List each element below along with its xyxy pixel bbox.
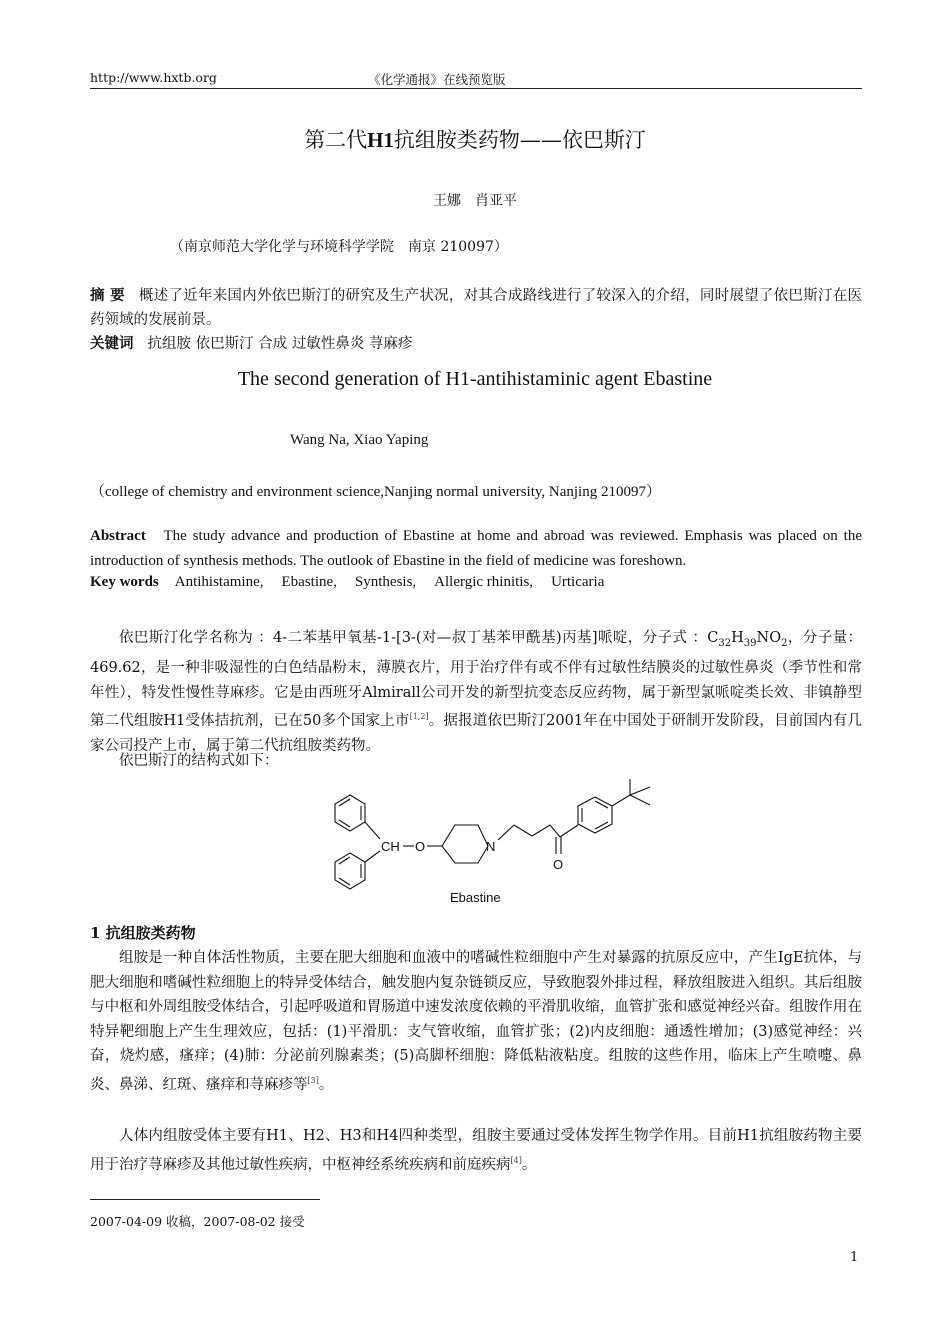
authors: 王娜 肖亚平	[433, 193, 517, 209]
abstract-cn-text: 概述了近年来国内外依巴斯汀的研究及生产状况，对其合成路线进行了较深入的介绍，同时展望了依巴斯汀在医药领域的发展前景。	[90, 288, 862, 328]
english-abstract	[90, 524, 862, 574]
english-abstract-label: Abstract	[90, 528, 146, 544]
title-bold: H1	[367, 128, 394, 152]
english-keywords	[90, 574, 622, 591]
phenyl-ring-top	[335, 795, 365, 831]
footnote-rule	[90, 1199, 320, 1200]
section1-paragraph-2: 人体内组胺受体主要有H1、H2、H3和H4四种类型，组胺主要通过受体发挥生物学作用。目前H1抗组胺药物主要用于治疗荨麻疹及其他过敏性疾病，中枢神经系统疾病和前庭疾病[4]。	[90, 1128, 862, 1173]
section1-paragraph-1: 组胺是一种自体活性物质，主要在肥大细胞和血液中的嗜碱性粒细胞中产生对暴露的抗原反应中，产生IgE抗体，与肥大细胞和嗜碱性粒细胞上的特异受体结合，触发胞内复杂链锁反应，导致胞裂外排过程，释放组胺进入组织。其后组胺与中枢和外周组胺受体结合，引起呼吸道和胃肠道中速发浓度依赖的平滑肌收缩，血管扩张和感觉神经兴奋。组胺作用在特异靶细胞上产生生理效应，包括：(1)平滑肌：支气管收缩，血管扩张；(2)内皮细胞：通透性增加；(3)感觉神经：兴奋，烧灼感，瘙痒；(4)肺：分泌前列腺素类；(5)高脚杯细胞：降低粘液粘度。组胺的这些作用，临床上产生喷嚏、鼻炎、鼻涕、红斑、瘙痒和荨麻疹等[3]。	[90, 950, 862, 1093]
ch-label: CH	[381, 839, 400, 854]
intro-structure-lead: 依巴斯汀的结构式如下：	[119, 753, 279, 769]
keyword-item: Urticaria	[551, 574, 605, 590]
carbonyl-o-label: O	[553, 857, 564, 872]
citation: [3]	[307, 1075, 319, 1085]
citation: [4]	[510, 1155, 522, 1165]
keyword-item: Synthesis,	[354, 574, 417, 590]
english-title: The second generation of H1-antihistaminic agent Ebastine	[237, 368, 713, 390]
title-suffix: 抗组胺类药物——依巴斯汀	[393, 128, 646, 152]
phenyl-ring-para	[578, 797, 612, 833]
english-keywords-label: Key words	[90, 574, 159, 590]
english-abstract-text: The study advance and production of Ebastine at home and abroad was reviewed. Emphasis was placed on the introduction of synthesis methods. The outlook of Ebastine in the field of medicine was foreshown.	[90, 528, 863, 569]
keyword-item: Ebastine,	[281, 574, 337, 590]
keywords-cn	[90, 332, 862, 356]
ether-o-label: O	[415, 839, 426, 854]
header-rule	[90, 88, 862, 89]
nitrogen-label: N	[486, 839, 496, 854]
footnote: 2007-04-09 收稿，2007-08-02 接受	[90, 1214, 305, 1229]
header-journal: 《化学通报》在线预览版	[368, 72, 506, 87]
english-affiliation: （college of chemistry and environment science,Nanjing normal university, Nanjing 210097）	[90, 484, 661, 500]
keyword-item: Allergic rhinitis,	[434, 574, 534, 590]
abstract-cn	[90, 284, 862, 332]
header-url: http://www.hxtb.org	[90, 70, 217, 85]
page-number: 1	[850, 1250, 859, 1265]
page-title	[0, 124, 950, 154]
intro-paragraph: 依巴斯汀化学名称为 ：4-二苯基甲氧基-1-[3-(对—叔丁基苯甲酰基)丙基]哌啶，分子式 ：$C_{32}H_{39}NO_2$，分子量：469.62，是一种非吸湿性的白色结晶粉末，薄膜衣片，用于治疗伴有或不伴有过敏性结膜炎的过敏性鼻炎（季节性和常年性），特发性慢性荨麻疹。它是由西班牙Almirall公司开发的新型抗变态反应药物，属于新型氯哌啶类长效、非镇静型第二代组胺H1受体拮抗剂，已在50多个国家上市[1,2]。据报道依巴斯汀2001年在中国处于研制开发阶段，目前国内有几家公司投产上市，属于第二代抗组胺类药物。	[90, 630, 863, 754]
keywords-cn-label: 关键词	[90, 335, 134, 352]
ebastine-structure	[320, 775, 660, 910]
english-authors: Wang Na, Xiao Yaping	[290, 432, 429, 448]
section-heading: 1 抗组胺类药物	[90, 924, 196, 942]
keywords-cn-text: 抗组胺 依巴斯汀 合成 过敏性鼻炎 荨麻疹	[147, 336, 413, 352]
piperidine-ring	[442, 825, 488, 863]
title-prefix: 第二代	[304, 128, 368, 152]
abstract-cn-label: 摘 要	[90, 287, 125, 304]
citation: [1,2]	[409, 712, 429, 722]
structure-caption: Ebastine	[450, 890, 501, 905]
phenyl-ring-bottom	[335, 853, 365, 889]
affiliation: （南京师范大学化学与环境科学学院 南京 210097）	[170, 239, 508, 255]
keyword-item: Antihistamine,	[174, 574, 264, 590]
